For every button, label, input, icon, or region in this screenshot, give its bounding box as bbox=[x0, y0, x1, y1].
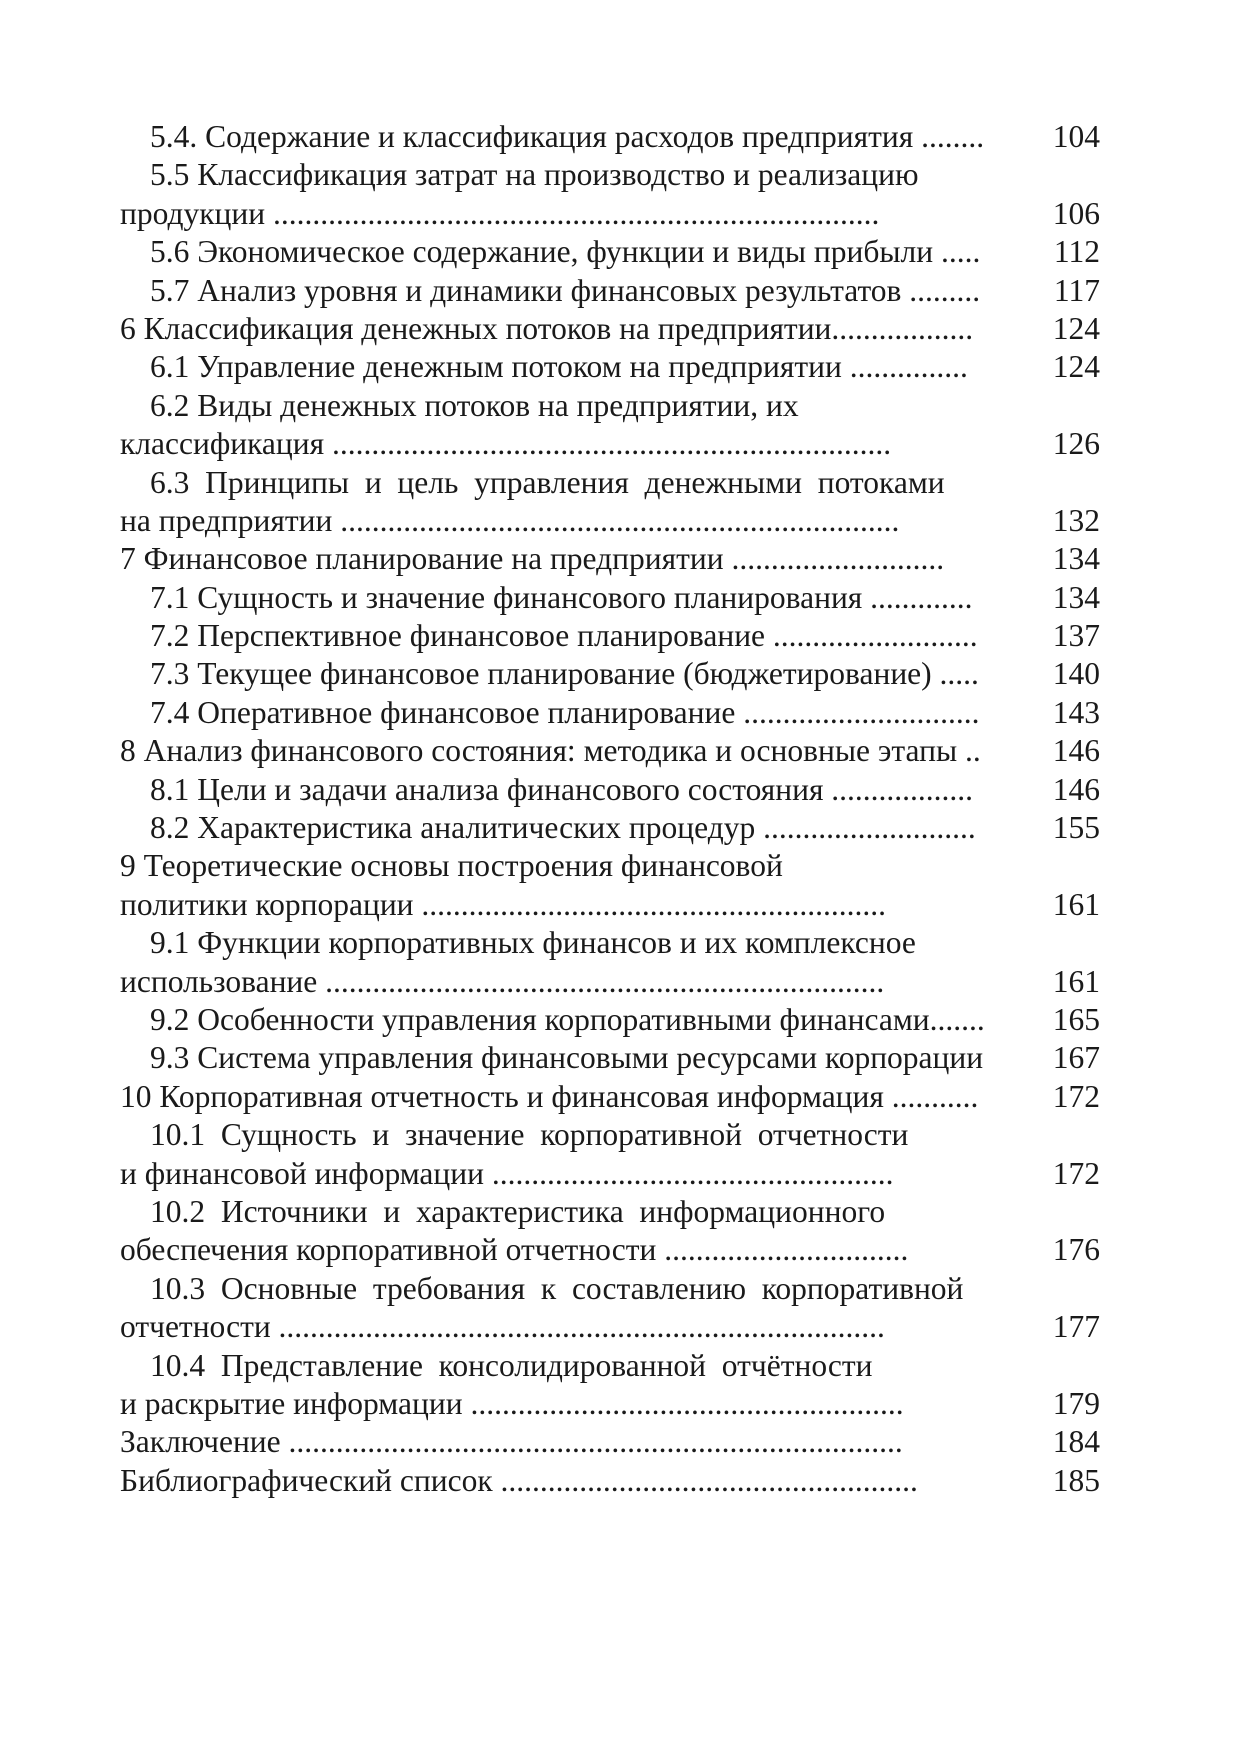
toc-entry-title: Библиографический список ..................................................... bbox=[120, 1462, 918, 1498]
toc-entry-title: 6 Классификация денежных потоков на предприятии.................. bbox=[120, 310, 974, 346]
toc-entry-7[interactable] bbox=[120, 540, 1100, 578]
toc-entry-title: 8 Анализ финансового состояния: методика и основные этапы .. bbox=[120, 733, 981, 769]
toc-entry-title: 7.4 Оперативное финансовое планирование .............................. bbox=[150, 694, 980, 730]
toc-entry-page: 161 bbox=[1052, 963, 1100, 999]
toc-entry-title: 5.5 Классификация затрат на производство и реализацию bbox=[150, 157, 919, 193]
toc-entry-page: 134 bbox=[1052, 579, 1100, 615]
toc-entry-5-5-cont[interactable] bbox=[120, 195, 1100, 233]
toc-entry-title: 9.2 Особенности управления корпоративными финансами....... bbox=[150, 1001, 985, 1037]
toc-entry-6-2-cont[interactable] bbox=[120, 425, 1100, 463]
toc-entry-title: 9 Теоретические основы построения финансовой bbox=[120, 848, 783, 884]
toc-entry-page: 177 bbox=[1052, 1309, 1100, 1345]
toc-entry-5-4[interactable] bbox=[120, 118, 1100, 156]
toc-entry-title: 7 Финансовое планирование на предприятии ........................... bbox=[120, 541, 945, 577]
toc-entry-title: 7.2 Перспективное финансовое планирование .......................... bbox=[150, 618, 978, 654]
toc-entry-8-1[interactable] bbox=[120, 771, 1100, 809]
toc-entry-title: 8.1 Цели и задачи анализа финансового состояния .................. bbox=[150, 771, 974, 807]
toc-entry-title: классификация ....................................................................... bbox=[120, 426, 892, 462]
toc-entry-title: 5.4. Содержание и классификация расходов предприятия ........ bbox=[150, 119, 985, 154]
toc-entry-9-3[interactable] bbox=[120, 1039, 1100, 1077]
toc-entry-page: 132 bbox=[1052, 502, 1100, 538]
toc-entry-page: 176 bbox=[1052, 1232, 1100, 1268]
toc-entry-10-3[interactable] bbox=[120, 1270, 1100, 1308]
toc-entry-page: 161 bbox=[1052, 886, 1100, 922]
toc-entry-page: 146 bbox=[1052, 771, 1100, 807]
toc-entry-page: 184 bbox=[1052, 1424, 1100, 1460]
toc-entry-10-3-cont[interactable] bbox=[120, 1308, 1100, 1346]
toc-entry-5-6[interactable] bbox=[120, 233, 1100, 271]
toc-entry-title: 5.7 Анализ уровня и динамики финансовых результатов ......... bbox=[150, 272, 981, 308]
toc-entry-9[interactable] bbox=[120, 847, 1100, 885]
toc-entry-8-2[interactable] bbox=[120, 809, 1100, 847]
toc-entry-title: продукции ............................................................................. bbox=[120, 195, 880, 231]
toc-entry-page: 124 bbox=[1052, 349, 1100, 385]
toc-entry-title: 10 Корпоративная отчетность и финансовая информация ........... bbox=[120, 1078, 979, 1114]
toc-entry-7-2[interactable] bbox=[120, 617, 1100, 655]
toc-entry-title: использование ....................................................................... bbox=[120, 963, 885, 999]
toc-entry-5-7[interactable] bbox=[120, 272, 1100, 310]
toc-entry-page: 172 bbox=[1052, 1155, 1100, 1191]
toc-entry-10-4-cont[interactable] bbox=[120, 1385, 1100, 1423]
toc-entry-page: 112 bbox=[1053, 234, 1100, 270]
toc-entry-page: 124 bbox=[1052, 310, 1100, 346]
toc-entry-6-3[interactable] bbox=[120, 464, 1100, 502]
toc-entry-title: 9.1 Функции корпоративных финансов и их комплексное bbox=[150, 925, 916, 961]
toc-entry-conclusion[interactable] bbox=[120, 1423, 1100, 1461]
toc-entry-page: 126 bbox=[1052, 426, 1100, 462]
toc-entry-10-2-cont[interactable] bbox=[120, 1231, 1100, 1269]
toc-entry-10-2[interactable] bbox=[120, 1193, 1100, 1231]
toc-entry-5-5[interactable] bbox=[120, 156, 1100, 194]
toc-entry-page: 185 bbox=[1052, 1462, 1100, 1498]
toc-entry-page: 140 bbox=[1052, 656, 1100, 692]
toc-entry-title: 10.3 Основные требования к составлению корпоративной bbox=[150, 1270, 964, 1306]
toc-entry-page: 167 bbox=[1052, 1040, 1100, 1076]
toc-entry-page: 134 bbox=[1052, 541, 1100, 577]
toc-entry-page: 179 bbox=[1052, 1385, 1100, 1421]
toc-entry-page: 137 bbox=[1052, 618, 1100, 654]
toc-entry-10-4[interactable] bbox=[120, 1347, 1100, 1385]
toc-entry-title: обеспечения корпоративной отчетности ............................... bbox=[120, 1232, 909, 1268]
table-of-contents bbox=[120, 118, 1100, 1500]
toc-entry-page: 172 bbox=[1052, 1078, 1100, 1114]
toc-entry-page: 146 bbox=[1052, 733, 1100, 769]
toc-entry-page: 165 bbox=[1052, 1001, 1100, 1037]
toc-entry-title: 6.2 Виды денежных потоков на предприятии, их bbox=[150, 387, 799, 423]
toc-entry-10[interactable] bbox=[120, 1078, 1100, 1116]
toc-entry-bibliography[interactable] bbox=[120, 1462, 1100, 1500]
toc-entry-7-1[interactable] bbox=[120, 579, 1100, 617]
toc-entry-6-2[interactable] bbox=[120, 387, 1100, 425]
toc-entry-7-4[interactable] bbox=[120, 694, 1100, 732]
toc-entry-title: 9.3 Система управления финансовыми ресурсами корпорации bbox=[150, 1040, 984, 1076]
toc-entry-title: политики корпорации ........................................................... bbox=[120, 886, 887, 922]
toc-entry-page: 104 bbox=[1052, 119, 1100, 154]
toc-entry-10-1[interactable] bbox=[120, 1116, 1100, 1154]
toc-entry-title: 8.2 Характеристика аналитических процедур ........................... bbox=[150, 810, 976, 846]
toc-entry-title: на предприятии ....................................................................... bbox=[120, 502, 900, 538]
toc-entry-page: 143 bbox=[1052, 694, 1100, 730]
toc-entry-title: и раскрытие информации ....................................................... bbox=[120, 1385, 904, 1421]
toc-entry-9-1[interactable] bbox=[120, 924, 1100, 962]
toc-entry-8[interactable] bbox=[120, 732, 1100, 770]
toc-entry-page: 117 bbox=[1053, 272, 1100, 308]
toc-entry-title: 5.6 Экономическое содержание, функции и виды прибыли ..... bbox=[150, 234, 981, 270]
toc-entry-7-3[interactable] bbox=[120, 655, 1100, 693]
toc-entry-6-1[interactable] bbox=[120, 348, 1100, 386]
toc-entry-title: 7.1 Сущность и значение финансового планирования ............. bbox=[150, 579, 973, 615]
toc-entry-title: 10.2 Источники и характеристика информационного bbox=[150, 1193, 886, 1229]
toc-entry-title: 10.1 Сущность и значение корпоративной отчетности bbox=[150, 1117, 909, 1153]
toc-entry-title: и финансовой информации ................................................... bbox=[120, 1155, 894, 1191]
toc-entry-title: 6.1 Управление денежным потоком на предприятии ............... bbox=[150, 349, 968, 385]
toc-entry-title: 10.4 Представление консолидированной отчётности bbox=[150, 1347, 873, 1383]
toc-entry-page: 106 bbox=[1052, 195, 1100, 231]
toc-entry-9-cont[interactable] bbox=[120, 886, 1100, 924]
toc-entry-6[interactable] bbox=[120, 310, 1100, 348]
toc-entry-page: 155 bbox=[1052, 810, 1100, 846]
toc-entry-6-3-cont[interactable] bbox=[120, 502, 1100, 540]
toc-entry-9-2[interactable] bbox=[120, 1001, 1100, 1039]
toc-entry-9-1-cont[interactable] bbox=[120, 963, 1100, 1001]
toc-entry-title: 7.3 Текущее финансовое планирование (бюджетирование) ..... bbox=[150, 656, 979, 692]
toc-entry-10-1-cont[interactable] bbox=[120, 1155, 1100, 1193]
toc-entry-title: Заключение .............................................................................. bbox=[120, 1424, 903, 1460]
toc-entry-title: отчетности ............................................................................. bbox=[120, 1309, 885, 1345]
toc-entry-title: 6.3 Принципы и цель управления денежными потоками bbox=[150, 464, 945, 500]
